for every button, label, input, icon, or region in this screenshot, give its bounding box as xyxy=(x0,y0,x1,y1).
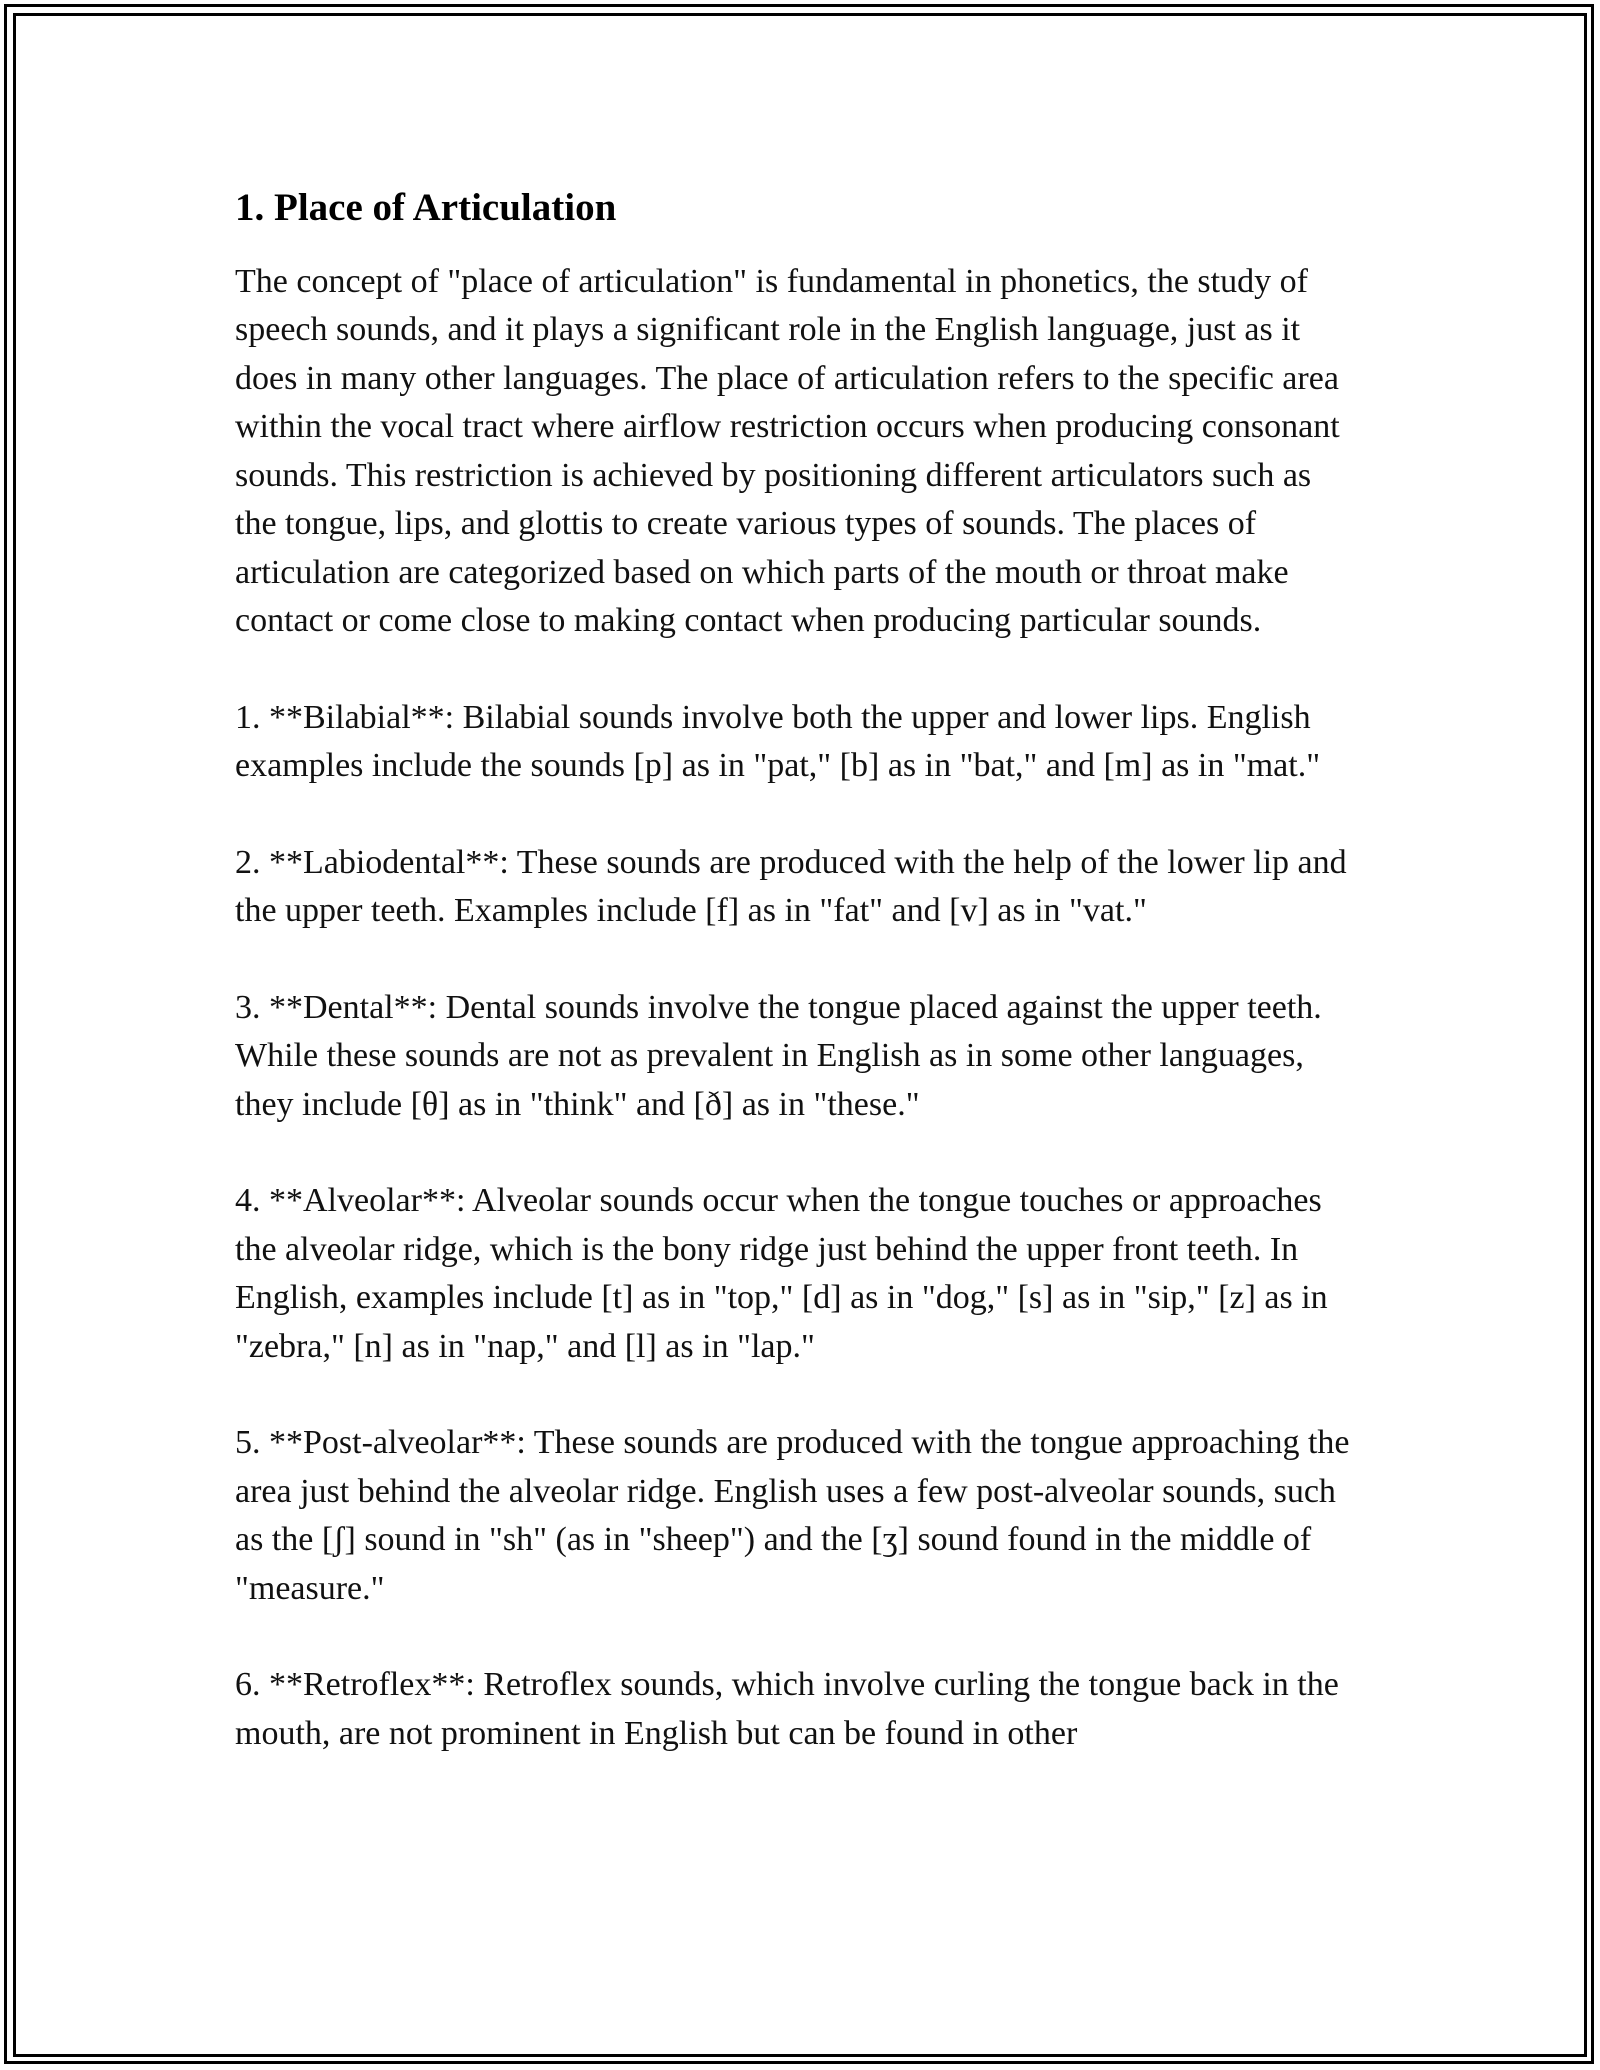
retroflex-paragraph: 6. **Retroflex**: Retroflex sounds, which involve curling the tongue back in the mouth, are not prominent in English but can be found in other xyxy=(235,1666,1339,1752)
bilabial-paragraph: 1. **Bilabial**: Bilabial sounds involve both the upper and lower lips. English examples include the sounds [p] as in "pat," [b] as in "bat," and [m] as in "mat." xyxy=(235,698,1321,785)
alveolar-paragraph: 4. **Alveolar**: Alveolar sounds occur when the tongue touches or approaches the alveolar ridge, which is the bony ridge just behind the upper front teeth. In English, examples include [t] as in "top," [d] as in "dog," [s] as in "sip," [z] as in "zebra," [n] as in "nap," and [l] as in "lap." xyxy=(235,1182,1328,1365)
section-heading: 1. Place of Articulation xyxy=(235,186,617,229)
post-alveolar-paragraph: 5. **Post-alveolar**: These sounds are produced with the tongue approaching the area just behind the alveolar ridge. English uses a few post-alveolar sounds, such as the [ʃ] sound in "sh" (as in "sheep") and the [ʒ] sound found in the middle of "measure." xyxy=(235,1424,1350,1607)
labiodental-paragraph: 2. **Labiodental**: These sounds are produced with the help of the lower lip and the upper teeth. Examples include [f] as in "fat" and [v] as in "vat." xyxy=(235,843,1347,930)
document-body xyxy=(235,185,1355,1806)
dental-paragraph: 3. **Dental**: Dental sounds involve the tongue placed against the upper teeth. While these sounds are not as prevalent in English as in some other languages, they include [θ] as in "think" and [ð] as in "these." xyxy=(235,988,1322,1123)
intro-paragraph: The concept of "place of articulation" is fundamental in phonetics, the study of speech sounds, and it plays a significant role in the English language, just as it does in many other languages. The place of articulation refers to the specific area within the vocal tract where airflow restriction occurs when producing consonant sounds. This restriction is achieved by positioning different articulators such as the tongue, lips, and glottis to create various types of sounds. The places of articulation are categorized based on which parts of the mouth or throat make contact or come close to making contact when producing particular sounds. xyxy=(235,262,1340,640)
